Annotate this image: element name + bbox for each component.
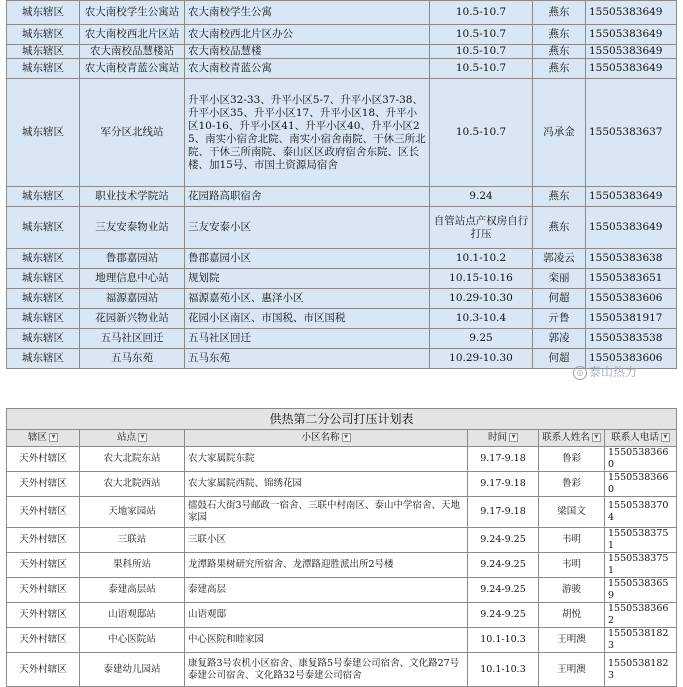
cell-communities: 擂鼓石大街3号邮政一宿舍、三联中村南区、泰山中学宿舍、天地家园	[185, 497, 468, 528]
filter-dropdown-icon[interactable]: ▼	[138, 433, 147, 442]
cell-district: 城东辖区	[7, 349, 80, 369]
cell-district: 城东辖区	[7, 249, 80, 269]
cell-phone: 15505383606	[586, 289, 677, 309]
cell-station: 中心医院站	[80, 628, 185, 653]
cell-station: 军分区北线站	[80, 79, 185, 187]
cell-district: 天外村辖区	[7, 628, 80, 653]
cell-time: 9.24	[430, 187, 533, 207]
table-row	[7, 59, 677, 79]
cell-communities: 五马社区回迁	[185, 329, 430, 349]
cell-contact: 郭凌云	[533, 249, 586, 269]
cell-communities: 山语观邸	[185, 603, 468, 628]
cell-phone: 15505383704	[605, 497, 677, 528]
cell-district: 天外村辖区	[7, 447, 80, 472]
cell-time: 自管站点产权房自行打压	[430, 207, 533, 249]
cell-communities: 升平小区32-33、升平小区5-7、升平小区37-38、升平小区35、升平小区17、升平小区18、升平小区10-16、升平小区41、升平小区40、升平小区25、南实小宿舍北院、南实小宿舍南院、干休三所北院、干休三所南院、泰山区区政府宿舍东院、区长楼、加15号、市国土资源局宿舍	[185, 79, 430, 187]
cell-time: 9.24-9.25	[468, 528, 539, 553]
cell-communities: 龙潭路果树研究所宿舍、龙潭路迎胜派出所2号楼	[185, 553, 468, 578]
cell-district: 城东辖区	[7, 269, 80, 289]
cell-communities: 农大南校青蓝公寓	[185, 59, 430, 79]
cell-station: 泰建高层站	[80, 578, 185, 603]
table-row	[7, 653, 677, 687]
cell-communities: 规划院	[185, 269, 430, 289]
cell-station: 福源嘉园站	[80, 289, 185, 309]
cell-phone: 15505381823	[605, 653, 677, 687]
cell-station: 地理信息中心站	[80, 269, 185, 289]
cell-contact: 栾丽	[533, 269, 586, 289]
cell-phone: 15505383751	[605, 553, 677, 578]
table-row	[7, 497, 677, 528]
cell-station: 果科所站	[80, 553, 185, 578]
table-row	[7, 528, 677, 553]
cell-station: 农大南校品慧楼站	[80, 45, 185, 59]
cell-contact: 冯承金	[533, 79, 586, 187]
wechat-icon: ◎	[573, 366, 587, 380]
cell-contact: 燕东	[533, 45, 586, 59]
cell-phone: 15505381823	[605, 628, 677, 653]
cell-station: 五马社区回迁	[80, 329, 185, 349]
cell-station: 鲁郡嘉园站	[80, 249, 185, 269]
header-district[interactable]: 辖区 ▼	[7, 430, 80, 447]
cell-contact: 王明澳	[539, 653, 605, 687]
table-row	[7, 447, 677, 472]
filter-dropdown-icon[interactable]: ▼	[592, 433, 601, 442]
cell-district: 城东辖区	[7, 1, 80, 25]
filter-dropdown-icon[interactable]: ▼	[49, 433, 58, 442]
cell-station: 职业技术学院站	[80, 187, 185, 207]
table-row	[7, 289, 677, 309]
cell-communities: 三友安泰小区	[185, 207, 430, 249]
table-row	[7, 578, 677, 603]
heating-schedule-table-1	[6, 0, 677, 369]
table-row	[7, 472, 677, 497]
cell-station: 农大北院西站	[80, 472, 185, 497]
heating-schedule-table-2	[6, 408, 677, 687]
cell-station: 五马东苑	[80, 349, 185, 369]
watermark	[573, 363, 637, 380]
cell-communities: 农大家属院东院	[185, 447, 468, 472]
cell-phone: 15505383751	[605, 528, 677, 553]
cell-station: 农大北院东站	[80, 447, 185, 472]
cell-time: 9.17-9.18	[468, 497, 539, 528]
cell-phone: 15505383606	[586, 349, 677, 369]
cell-phone: 15505383637	[586, 79, 677, 187]
cell-communities: 农大家属院西院、锦绣花园	[185, 472, 468, 497]
cell-time: 9.24-9.25	[468, 553, 539, 578]
table-row	[7, 25, 677, 45]
cell-contact: 王明澳	[539, 628, 605, 653]
cell-phone: 15505381917	[586, 309, 677, 329]
cell-phone: 15505383538	[586, 329, 677, 349]
cell-contact: 何超	[533, 289, 586, 309]
table-title: 供热第二分公司打压计划表	[7, 409, 677, 430]
cell-time: 10.5-10.7	[430, 59, 533, 79]
cell-communities: 康复路3号农机小区宿舍、康复路5号泰建公司宿舍、文化路27号泰建公司宿舍、文化路32号泰建公司宿舍	[185, 653, 468, 687]
watermark-text: 泰山热力	[589, 365, 638, 379]
cell-communities: 五马东苑	[185, 349, 430, 369]
cell-time: 9.25	[430, 329, 533, 349]
header-phone[interactable]: 联系人电话 ▼	[605, 430, 677, 447]
cell-station: 泰建幼儿园站	[80, 653, 185, 687]
table-row	[7, 309, 677, 329]
cell-communities: 泰建高层	[185, 578, 468, 603]
cell-district: 天外村辖区	[7, 472, 80, 497]
filter-dropdown-icon[interactable]: ▼	[509, 433, 518, 442]
cell-phone: 15505383649	[586, 25, 677, 45]
table-row	[7, 249, 677, 269]
cell-station: 三联站	[80, 528, 185, 553]
cell-district: 城东辖区	[7, 207, 80, 249]
cell-phone: 15505383662	[605, 603, 677, 628]
cell-district: 城东辖区	[7, 289, 80, 309]
cell-station: 天地家园站	[80, 497, 185, 528]
cell-station: 花园新兴物业站	[80, 309, 185, 329]
cell-station: 三友安泰物业站	[80, 207, 185, 249]
cell-contact: 燕东	[533, 59, 586, 79]
table-row	[7, 628, 677, 653]
header-time[interactable]: 时间 ▼	[468, 430, 539, 447]
cell-time: 9.17-9.18	[468, 447, 539, 472]
header-contact[interactable]: 联系人姓名 ▼	[539, 430, 605, 447]
cell-time: 10.29-10.30	[430, 289, 533, 309]
cell-time: 10.5-10.7	[430, 25, 533, 45]
cell-district: 天外村辖区	[7, 553, 80, 578]
filter-dropdown-icon[interactable]: ▼	[661, 433, 670, 442]
table-row	[7, 207, 677, 249]
cell-time: 9.24-9.25	[468, 578, 539, 603]
table-row	[7, 329, 677, 349]
header-station[interactable]: 站点 ▼	[80, 430, 185, 447]
cell-phone: 15505383649	[586, 187, 677, 207]
cell-phone: 15505383649	[586, 1, 677, 25]
cell-phone: 15505383649	[586, 45, 677, 59]
cell-time: 10.5-10.7	[430, 45, 533, 59]
cell-district: 城东辖区	[7, 309, 80, 329]
cell-district: 天外村辖区	[7, 578, 80, 603]
cell-station: 农大南校学生公寓站	[80, 1, 185, 25]
cell-district: 天外村辖区	[7, 603, 80, 628]
cell-phone: 15505383660	[605, 447, 677, 472]
cell-station: 农大南校青蓝公寓站	[80, 59, 185, 79]
cell-time: 10.5-10.7	[430, 79, 533, 187]
cell-communities: 鲁郡嘉园小区	[185, 249, 430, 269]
table-row	[7, 603, 677, 628]
cell-time: 10.3-10.4	[430, 309, 533, 329]
cell-contact: 鲁彩	[539, 472, 605, 497]
cell-contact: 鲁彩	[539, 447, 605, 472]
cell-contact: 亓鲁	[533, 309, 586, 329]
cell-station: 农大南校西北片区站	[80, 25, 185, 45]
cell-contact: 梁国文	[539, 497, 605, 528]
cell-phone: 15505383638	[586, 249, 677, 269]
cell-district: 城东辖区	[7, 329, 80, 349]
cell-contact: 燕东	[533, 25, 586, 45]
cell-district: 城东辖区	[7, 45, 80, 59]
cell-time: 9.24-9.25	[468, 603, 539, 628]
cell-phone: 15505383651	[586, 269, 677, 289]
table-row	[7, 269, 677, 289]
cell-contact: 游骏	[539, 578, 605, 603]
table-row	[7, 45, 677, 59]
cell-communities: 三联小区	[185, 528, 468, 553]
cell-district: 天外村辖区	[7, 497, 80, 528]
cell-phone: 15505383649	[586, 207, 677, 249]
cell-contact: 燕东	[533, 187, 586, 207]
filter-dropdown-icon[interactable]: ▼	[342, 433, 351, 442]
cell-contact: 郭凌	[533, 329, 586, 349]
cell-district: 城东辖区	[7, 59, 80, 79]
cell-contact: 燕东	[533, 207, 586, 249]
header-communities[interactable]: 小区名称 ▼	[185, 430, 468, 447]
cell-station: 山语观邸站	[80, 603, 185, 628]
cell-contact: 胡悦	[539, 603, 605, 628]
cell-district: 天外村辖区	[7, 653, 80, 687]
cell-phone: 15505383649	[586, 59, 677, 79]
cell-communities: 福源嘉苑小区、惠泽小区	[185, 289, 430, 309]
cell-time: 9.17-9.18	[468, 472, 539, 497]
cell-contact: 韦明	[539, 553, 605, 578]
cell-district: 天外村辖区	[7, 528, 80, 553]
cell-communities: 花园小区南区、市国税、市区国税	[185, 309, 430, 329]
cell-communities: 花园路高职宿舍	[185, 187, 430, 207]
cell-communities: 农大南校品慧楼	[185, 45, 430, 59]
cell-time: 10.1-10.3	[468, 628, 539, 653]
cell-district: 城东辖区	[7, 25, 80, 45]
cell-communities: 中心医院和睦家园	[185, 628, 468, 653]
cell-time: 10.1-10.2	[430, 249, 533, 269]
table-row	[7, 79, 677, 187]
cell-phone: 15505383660	[605, 472, 677, 497]
cell-contact: 燕东	[533, 1, 586, 25]
table-row	[7, 187, 677, 207]
cell-district: 城东辖区	[7, 187, 80, 207]
cell-contact: 韦明	[539, 528, 605, 553]
cell-phone: 15505383659	[605, 578, 677, 603]
cell-district: 城东辖区	[7, 79, 80, 187]
cell-time: 10.5-10.7	[430, 1, 533, 25]
cell-time: 10.1-10.3	[468, 653, 539, 687]
cell-communities: 农大南校学生公寓	[185, 1, 430, 25]
cell-communities: 农大南校西北片区办公	[185, 25, 430, 45]
cell-time: 10.15-10.16	[430, 269, 533, 289]
table-row	[7, 553, 677, 578]
cell-time: 10.29-10.30	[430, 349, 533, 369]
cell-contact: 何超	[533, 349, 586, 369]
table-row	[7, 1, 677, 25]
